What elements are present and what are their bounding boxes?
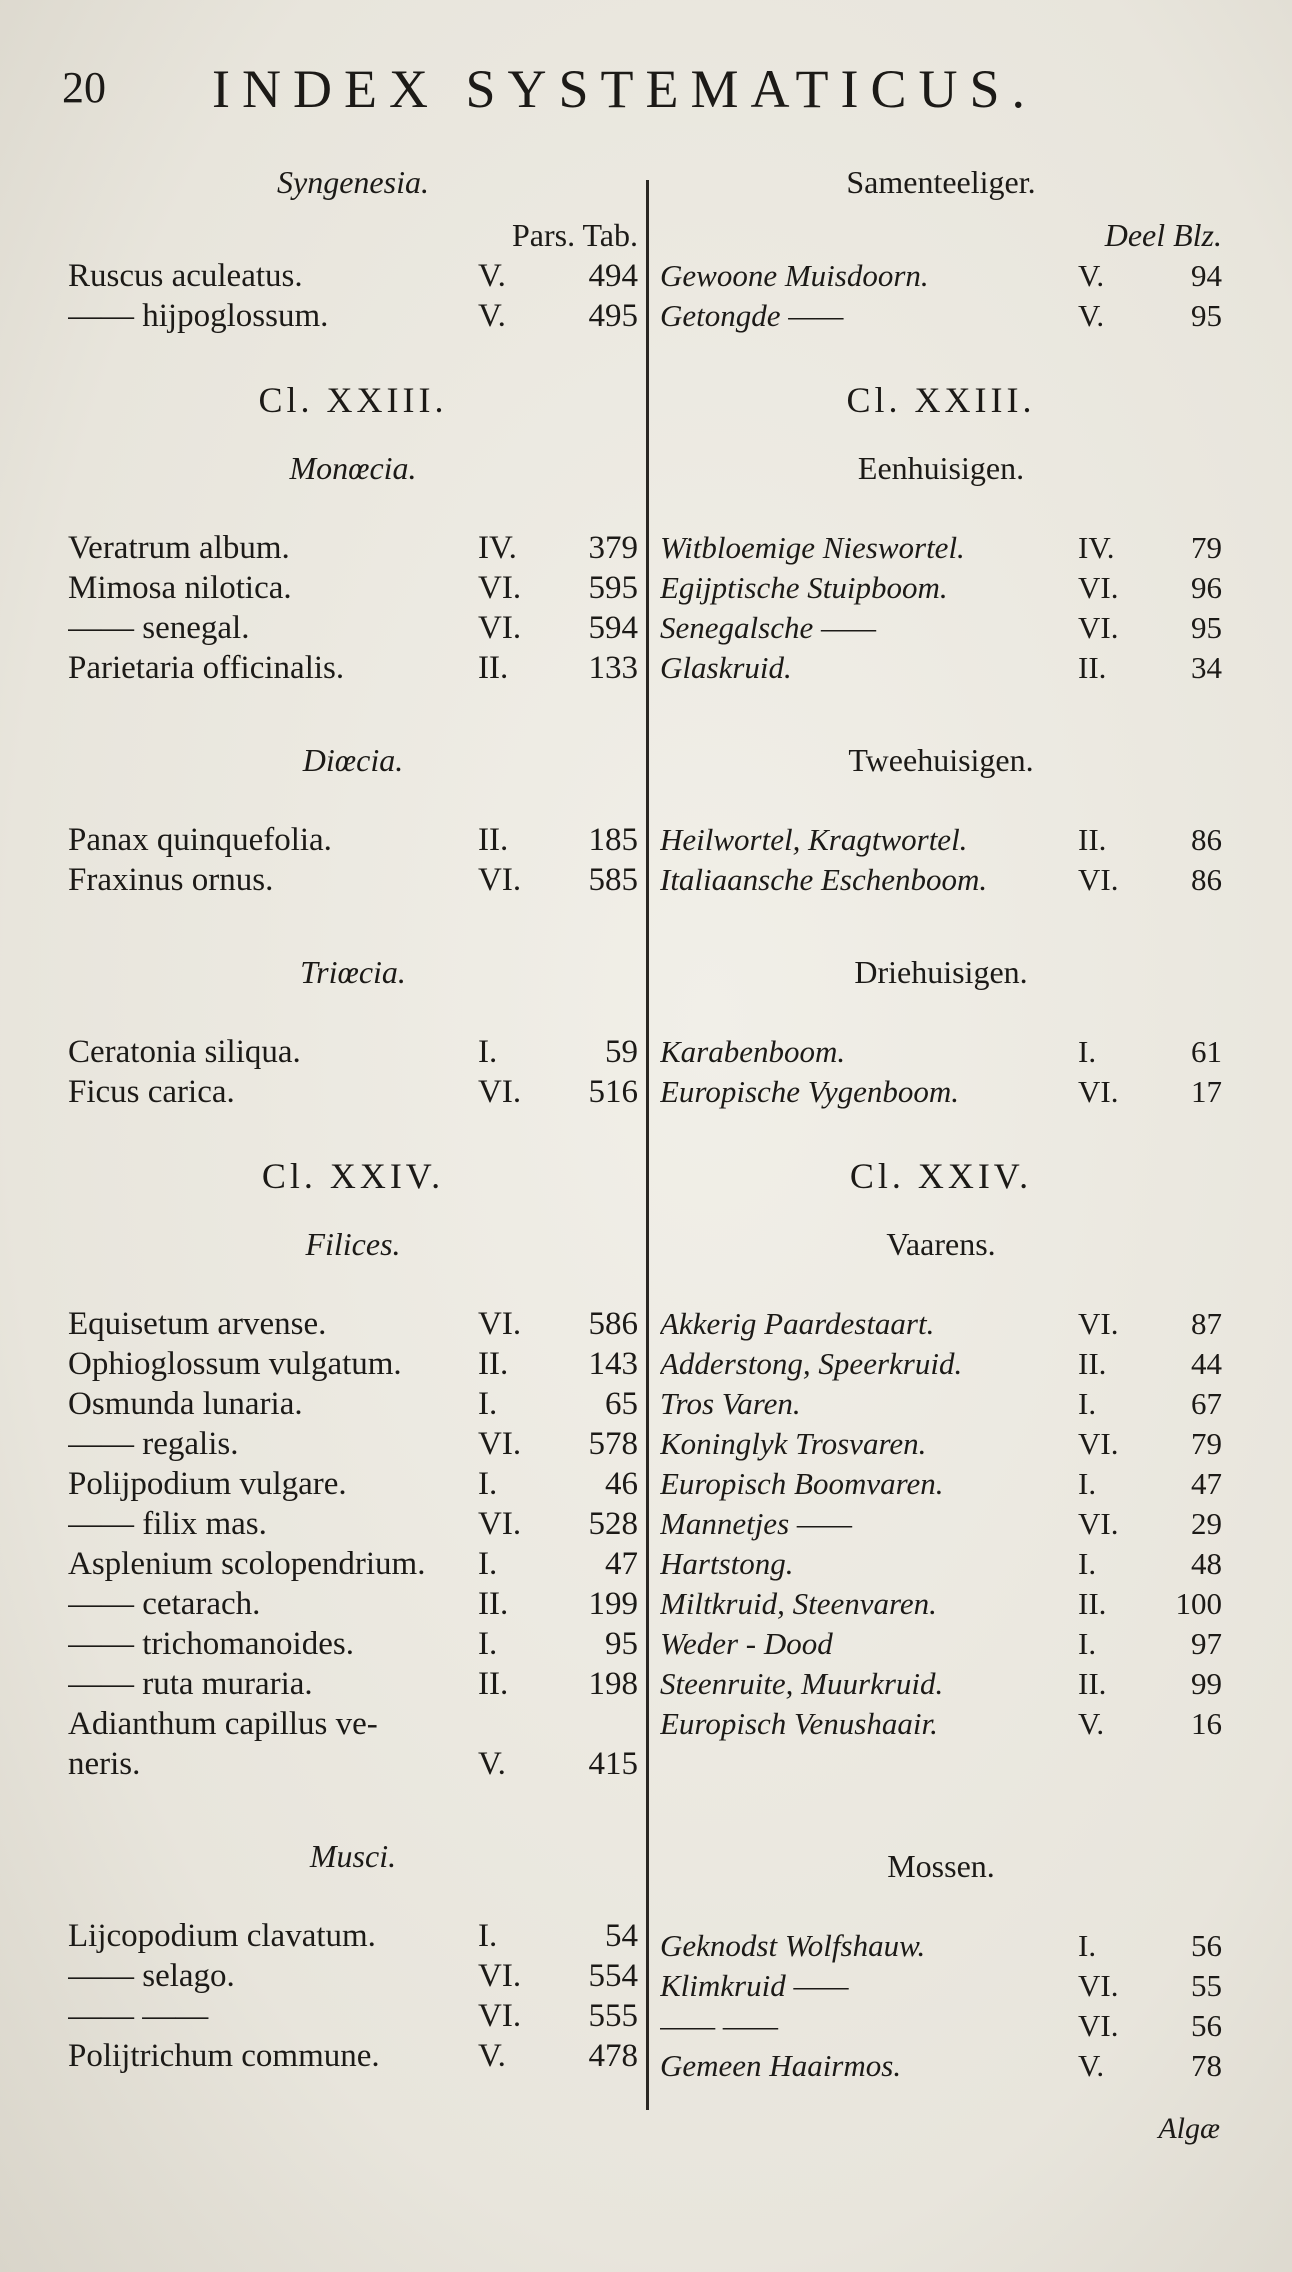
entry-tab: 54 [605, 1918, 638, 1954]
entry-tab: 86 [1191, 822, 1222, 857]
entry-name: —— senegal. [68, 610, 250, 646]
index-entry [68, 860, 638, 900]
index-entry [660, 1926, 1222, 1966]
index-entry [68, 608, 638, 648]
entry-pars: I. [1078, 1546, 1097, 1581]
entry-tab: 56 [1191, 1928, 1222, 1963]
section-heading: Vaarens. [886, 1226, 996, 1262]
entry-tab: 95 [1191, 298, 1222, 333]
section-heading: Monœcia. [289, 450, 417, 486]
entry-name: —— filix mas. [68, 1506, 267, 1542]
entry-name: Witbloemige Nieswortel. [660, 530, 965, 565]
entry-tab: 516 [588, 1074, 638, 1110]
entry-name: Koninglyk Trosvaren. [660, 1426, 927, 1461]
entry-pars: I. [1078, 1034, 1097, 1069]
index-entry [660, 648, 1222, 688]
entry-pars: VI. [478, 1506, 522, 1542]
entry-pars: I. [1078, 1466, 1097, 1501]
entry-name: Tros Varen. [660, 1386, 801, 1421]
entry-list [660, 1032, 1222, 1112]
entry-pars: V. [478, 2038, 506, 2074]
entry-name: —— regalis. [68, 1426, 239, 1462]
entry-name: Panax quinquefolia. [68, 822, 332, 858]
index-entry [68, 256, 638, 296]
entry-name: Senegalsche —— [660, 610, 877, 645]
index-entry [68, 1744, 638, 1784]
entry-name: Lijcopodium clavatum. [68, 1918, 376, 1954]
entry-pars: I. [478, 1546, 498, 1582]
index-entry [68, 2036, 638, 2076]
entry-pars: II. [1078, 650, 1107, 685]
class-heading: Cl. XXIV. [849, 1156, 1033, 1196]
entry-tab: 86 [1191, 862, 1222, 897]
index-entry [68, 648, 638, 688]
entry-name: Ophioglossum vulgatum. [68, 1346, 402, 1382]
entry-name: Asplenium scolopendrium. [68, 1546, 426, 1582]
entry-name: neris. [68, 1746, 141, 1782]
index-entry [660, 1032, 1222, 1072]
entry-name: Osmunda lunaria. [68, 1386, 303, 1422]
index-entry [660, 1544, 1222, 1584]
entry-tab: 528 [588, 1506, 638, 1542]
entry-tab: 494 [588, 258, 638, 294]
entry-pars: VI. [1078, 2008, 1119, 2043]
entry-pars: VI. [1078, 610, 1119, 645]
entry-name: Ceratonia siliqua. [68, 1034, 301, 1070]
index-entry [68, 1504, 638, 1544]
entry-tab: 34 [1191, 650, 1222, 685]
entry-list [660, 1926, 1222, 2086]
entry-tab: 585 [588, 862, 638, 898]
index-entry [68, 1956, 638, 1996]
entry-list [660, 256, 1222, 336]
entry-tab: 199 [588, 1586, 638, 1622]
entry-pars: V. [478, 258, 506, 294]
index-entry [660, 1304, 1222, 1344]
index-entry [68, 1624, 638, 1664]
index-entry [660, 256, 1222, 296]
entry-name: Akkerig Paardestaart. [660, 1306, 935, 1341]
entry-tab: 185 [588, 822, 638, 858]
index-entry [68, 528, 638, 568]
entry-tab: 61 [1191, 1034, 1222, 1069]
entry-pars: V. [1078, 298, 1105, 333]
entry-tab: 594 [588, 610, 638, 646]
entry-name: Mimosa nilotica. [68, 570, 292, 606]
entry-tab: 99 [1191, 1666, 1222, 1701]
index-entry [68, 1916, 638, 1956]
entry-name: Adderstong, Speerkruid. [660, 1346, 963, 1381]
entry-list [660, 820, 1222, 900]
index-entry [68, 1584, 638, 1624]
class-heading: Cl. XXIV. [261, 1156, 445, 1196]
entry-tab: 95 [1191, 610, 1222, 645]
catchword: Algæ [1158, 2112, 1220, 2145]
section-heading: Musci. [309, 1838, 397, 1874]
entry-name: Geknodst Wolfshauw. [660, 1928, 926, 1963]
entry-name: —— selago. [68, 1958, 235, 1994]
index-entry [68, 1344, 638, 1384]
entry-pars: II. [1078, 822, 1107, 857]
entry-tab: 554 [588, 1958, 638, 1994]
entry-name: Gemeen Haairmos. [660, 2048, 902, 2083]
index-entry [68, 568, 638, 608]
entry-pars: VI. [1078, 570, 1119, 605]
entry-tab [578, 1704, 638, 1744]
entry-list [68, 256, 638, 336]
entry-pars: VI. [1078, 1306, 1119, 1341]
entry-list [660, 528, 1222, 688]
latin-column [68, 150, 638, 2076]
class-heading: Cl. XXIII. [258, 380, 448, 420]
entry-name: Europisch Boomvaren. [660, 1466, 944, 1501]
entry-name: —— —— [660, 2008, 779, 2043]
index-entry [660, 528, 1222, 568]
section-heading: Diœcia. [302, 742, 404, 778]
column-divider [646, 180, 649, 2110]
index-entry [660, 820, 1222, 860]
blz-header: Blz. [1173, 217, 1222, 253]
column-header [68, 214, 638, 256]
entry-pars: II. [478, 1666, 509, 1702]
entry-tab: 95 [605, 1626, 638, 1662]
entry-pars: I. [1078, 1928, 1097, 1963]
entry-pars: IV. [478, 530, 517, 566]
index-entry [68, 820, 638, 860]
entry-name: Italiaansche Eschenboom. [660, 862, 988, 897]
section-heading: Driehuisigen. [854, 954, 1028, 990]
entry-tab: 595 [588, 570, 638, 606]
entry-pars: V. [478, 298, 506, 334]
entry-tab: 17 [1191, 1074, 1222, 1109]
entry-pars: VI. [1078, 1426, 1119, 1461]
entry-pars: VI. [478, 1306, 522, 1342]
entry-name: Europische Vygenboom. [660, 1074, 960, 1109]
entry-tab: 379 [588, 530, 638, 566]
entry-pars: II. [478, 1346, 509, 1382]
entry-name: Steenruite, Muurkruid. [660, 1666, 944, 1701]
entry-tab: 44 [1191, 1346, 1222, 1381]
tab-header: Tab. [582, 217, 638, 253]
entry-name: Veratrum album. [68, 530, 290, 566]
entry-name: Europisch Venushaair. [660, 1706, 938, 1741]
index-entry [68, 1664, 638, 1704]
entry-pars: VI. [1078, 1968, 1119, 2003]
entry-tab: 133 [588, 650, 638, 686]
entry-tab: 47 [1191, 1466, 1222, 1501]
entry-pars: II. [1078, 1586, 1107, 1621]
index-entry [660, 2006, 1222, 2046]
index-entry [660, 1464, 1222, 1504]
entry-tab: 87 [1191, 1306, 1222, 1341]
entry-name: Glaskruid. [660, 650, 792, 685]
entry-name: Getongde —— [660, 298, 844, 333]
entry-tab: 198 [588, 1666, 638, 1702]
index-entry [68, 1032, 638, 1072]
index-entry [660, 1704, 1222, 1744]
entry-tab: 78 [1191, 2048, 1222, 2083]
entry-pars: I. [478, 1386, 498, 1422]
entry-pars: I. [478, 1466, 498, 1502]
entry-tab: 47 [605, 1546, 638, 1582]
entry-pars: II. [1078, 1666, 1107, 1701]
class-heading: Cl. XXIII. [846, 380, 1036, 420]
entry-tab: 586 [588, 1306, 638, 1342]
entry-list [68, 1032, 638, 1112]
entry-name: Adianthum capillus ve- [68, 1706, 378, 1742]
entry-name: Hartstong. [660, 1546, 794, 1581]
entry-name: Ficus carica. [68, 1074, 235, 1110]
entry-tab: 79 [1191, 1426, 1222, 1461]
entry-pars: V. [1078, 2048, 1105, 2083]
entry-pars: I. [478, 1034, 498, 1070]
page-title: INDEX SYSTEMATICUS. [212, 59, 1038, 119]
index-entry [68, 1996, 638, 2036]
index-entry [68, 1304, 638, 1344]
entry-pars: V. [1078, 1706, 1105, 1741]
entry-name: Weder - Dood [660, 1626, 833, 1661]
section-heading: Filices. [305, 1226, 401, 1262]
index-entry [660, 1424, 1222, 1464]
index-entry [660, 1966, 1222, 2006]
entry-pars: VI. [478, 1998, 522, 2034]
index-entry [68, 1072, 638, 1112]
entry-pars: V. [1078, 258, 1105, 293]
index-entry [660, 1624, 1222, 1664]
index-entry [68, 1424, 638, 1464]
entry-tab: 478 [588, 2038, 638, 2074]
entry-name: —— hijpoglossum. [68, 298, 329, 334]
entry-tab: 555 [588, 1998, 638, 2034]
entry-list [68, 820, 638, 900]
entry-tab: 94 [1191, 258, 1222, 293]
entry-pars: I. [478, 1626, 498, 1662]
entry-name: Ruscus aculeatus. [68, 258, 303, 294]
index-entry [660, 860, 1222, 900]
entry-tab: 16 [1191, 1706, 1222, 1741]
entry-pars: VI. [1078, 1074, 1119, 1109]
entry-tab: 46 [605, 1466, 638, 1502]
entry-list [68, 528, 638, 688]
entry-name: Polijpodium vulgare. [68, 1466, 347, 1502]
entry-tab: 96 [1191, 570, 1222, 605]
entry-pars: I. [1078, 1626, 1097, 1661]
section-heading: Samenteeliger. [846, 164, 1036, 200]
entry-pars: II. [478, 822, 509, 858]
entry-name: Heilwortel, Kragtwortel. [660, 822, 968, 857]
index-entry [660, 1584, 1222, 1624]
entry-tab: 578 [588, 1426, 638, 1462]
section-heading: Syngenesia. [277, 164, 429, 200]
entry-list [68, 1916, 638, 2076]
entry-pars: II. [478, 1586, 509, 1622]
entry-name: Parietaria officinalis. [68, 650, 345, 686]
entry-tab: 55 [1191, 1968, 1222, 2003]
entry-tab: 97 [1191, 1626, 1222, 1661]
index-entry [660, 1384, 1222, 1424]
section-heading: Tweehuisigen. [848, 742, 1034, 778]
entry-name: Mannetjes —— [660, 1506, 853, 1541]
entry-name: Polijtrichum commune. [68, 2038, 380, 2074]
entry-tab: 59 [605, 1034, 638, 1070]
entry-tab: 415 [588, 1746, 638, 1782]
entry-tab: 79 [1191, 530, 1222, 565]
entry-pars: VI. [478, 610, 522, 646]
entry-tab: 495 [588, 298, 638, 334]
index-entry [68, 1544, 638, 1584]
section-heading: Eenhuisigen. [857, 450, 1025, 486]
entry-tab: 65 [605, 1386, 638, 1422]
entry-name: —— trichomanoides. [68, 1626, 354, 1662]
index-entry [660, 1504, 1222, 1544]
entry-pars: VI. [478, 1426, 522, 1462]
dutch-column [660, 150, 1222, 2086]
entry-name: Karabenboom. [660, 1034, 846, 1069]
index-entry [660, 608, 1222, 648]
entry-tab: 143 [588, 1346, 638, 1382]
entry-pars: VI. [478, 570, 522, 606]
entry-tab: 29 [1191, 1506, 1222, 1541]
entry-tab: 56 [1191, 2008, 1222, 2043]
deel-header: Deel [1104, 217, 1166, 253]
index-entry [660, 1344, 1222, 1384]
entry-name: —— cetarach. [68, 1586, 261, 1622]
entry-pars: II. [478, 650, 509, 686]
entry-pars: V. [478, 1746, 506, 1782]
entry-pars: II. [1078, 1346, 1107, 1381]
index-entry [660, 296, 1222, 336]
entry-tab: 100 [1175, 1586, 1222, 1621]
page-number: 20 [62, 63, 106, 112]
index-entry [660, 2046, 1222, 2086]
index-entry [68, 1704, 638, 1744]
entry-tab: 67 [1191, 1386, 1222, 1421]
index-entry [68, 1384, 638, 1424]
entry-list [660, 1304, 1222, 1744]
entry-pars: I. [1078, 1386, 1097, 1421]
entry-name: Fraxinus ornus. [68, 862, 274, 898]
entry-pars: VI. [478, 1074, 522, 1110]
entry-name: Klimkruid —— [660, 1968, 849, 2003]
entry-name: Egijptische Stuipboom. [660, 570, 948, 605]
index-entry [68, 1464, 638, 1504]
section-heading: Mossen. [887, 1848, 995, 1884]
column-header [660, 214, 1222, 256]
index-entry [660, 1664, 1222, 1704]
entry-name: Equisetum arvense. [68, 1306, 327, 1342]
section-heading: Triœcia. [300, 954, 406, 990]
entry-tab: 48 [1191, 1546, 1222, 1581]
entry-pars: VI. [478, 1958, 522, 1994]
entry-pars: IV. [1078, 530, 1115, 565]
entry-name: Gewoone Muisdoorn. [660, 258, 929, 293]
entry-list [68, 1304, 638, 1784]
index-entry [660, 568, 1222, 608]
entry-name: —— ruta muraria. [68, 1666, 313, 1702]
entry-pars: VI. [1078, 862, 1119, 897]
entry-pars: I. [478, 1918, 498, 1954]
index-entry [68, 296, 638, 336]
entry-name: Miltkruid, Steenvaren. [660, 1586, 937, 1621]
entry-pars [478, 1704, 578, 1744]
entry-pars: VI. [478, 862, 522, 898]
entry-pars: VI. [1078, 1506, 1119, 1541]
pars-header: Pars. [511, 217, 576, 253]
index-entry [660, 1072, 1222, 1112]
entry-name: —— —— [68, 1998, 209, 2034]
